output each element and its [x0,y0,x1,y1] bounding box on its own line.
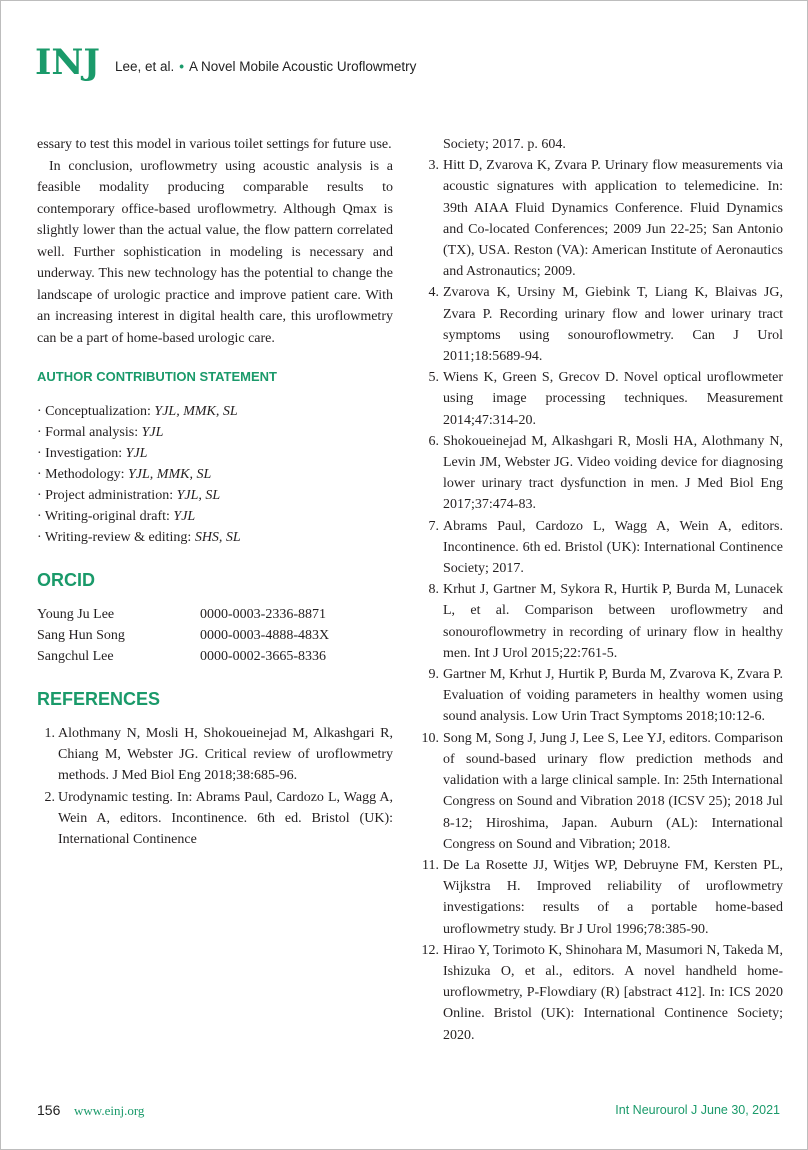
contribution-item [37,506,393,527]
contribution-item [37,401,393,422]
journal-citation: Int Neurourol J June 30, 2021 [615,1103,780,1117]
reference-number: 5. [428,370,439,386]
orcid-id: 0000-0002-3665-8336 [200,649,326,664]
reference-number: 4. [428,285,439,301]
orcid-id: 0000-0003-2336-8871 [200,607,326,622]
orcid-author-name: Sang Hun Song [37,628,125,643]
contribution-label: · Conceptualization: [37,404,155,419]
reference-text: Zvarova K, Ursiny M, Giebink T, Liang K, Blaivas JG, Zvara P. Recording urinary flow and lower urinary tract symptoms using sonouroflowmetry. Can J Urol 2011;18:5689-94. [443,285,783,365]
author-contribution-heading: AUTHOR CONTRIBUTION STATEMENT [37,369,277,384]
right-column [417,134,783,1046]
contribution-names: YJL, SL [176,488,221,503]
orcid-author-name: Young Ju Lee [37,607,115,622]
reference-list-left [37,723,393,850]
author-contribution-list [37,401,393,548]
contribution-names: YJL [125,446,148,461]
reference-number: 1. [44,726,55,741]
reference-item [417,855,783,940]
running-head-separator: • [179,59,185,74]
reference-item [417,155,783,282]
reference-list-right [417,134,783,1046]
reference-item [417,431,783,516]
conclusion-paragraph: In conclusion, uroflowmetry using acoustic analysis is a feasible modality producing comparable results to contemporary office-based uroflowmetry. Although Qmax is slightly lower than the actual value, the flow pattern correlated well. Further sophistication in modeling is necessary and underway. This new technology has the potential to change the landscape of urologic practice and improve patient care. With an increasing interest in digital health care, this uroflowmetry can be a part of home-based urologic care. [37,158,393,346]
reference-item [417,516,783,580]
reference-item [417,664,783,728]
reference-number: 6. [428,433,439,449]
orcid-table [37,604,393,667]
contribution-names: SHS, SL [194,530,241,545]
reference-item [37,723,393,787]
reference-text: Song M, Song J, Jung J, Lee S, Lee YJ, editors. Comparison of sound-based urinary flow prediction methods and validation with a large clinical sample. In: 25th International Congress on Sound and Vibration 2018 (ICSV 25); 2018 Jul 8-12; Hiroshima, Japan. Auburn (AL): International Congress on Sound and Vibration; 2018. [443,730,783,852]
reference-number: 11. [422,857,439,873]
contribution-item [37,485,393,506]
reference-text: Society; 2017. p. 604. [443,137,566,152]
reference-text: Wiens K, Green S, Grecov D. Novel optical uroflowmeter using image processing techniques. Measurement 2014;47:314-20. [443,370,783,428]
reference-text: Urodynamic testing. In: Abrams Paul, Cardozo L, Wagg A, Wein A, editors. Incontinence. 6th ed. Bristol (UK): International Continence [58,789,393,848]
reference-number: 2. [44,789,55,805]
contribution-label: · Writing-review & editing: [37,530,195,545]
body-paragraph-continued: essary to test this model in various toilet settings for future use. [37,137,392,152]
reference-text: De La Rosette JJ, Witjes WP, Debruyne FM, Kersten PL, Wijkstra H. Improved reliability of uroflowmetry investigations: results of a portable home-based uroflowmetry study. Br J Urol 1996;78:385-90. [443,857,783,937]
reference-number: 3. [428,158,439,174]
references-heading: REFERENCES [37,689,161,709]
page-footer [37,1102,780,1120]
left-column [37,134,393,850]
journal-logo: INJ [35,42,100,83]
reference-text: Hirao Y, Torimoto K, Shinohara M, Masumori N, Takeda M, Ishizuka O, et al., editors. A novel handheld home-uroflowmetry, P-Flowdiary (R) [abstract 412]. In: ICS 2020 Online. Bristol (UK): International Continence Society; 2020. [443,942,783,1043]
contribution-label: · Writing-original draft: [37,509,174,524]
contribution-item [37,464,393,485]
reference-text: Gartner M, Krhut J, Hurtik P, Burda M, Zvarova K, Zvara P. Evaluation of voiding parameters in healthy women using sound analysis. Low Urin Tract Symptoms 2018;10:12-6. [443,667,783,725]
orcid-row [37,604,393,625]
reference-text: Alothmany N, Mosli H, Shokoueinejad M, Alkashgari R, Chiang M, Webster JG. Critical review of uroflowmetry methods. J Med Biol Eng 2018;38:685-96. [58,726,393,784]
contribution-names: YJL [141,425,164,440]
contribution-label: · Project administration: [37,488,177,503]
contribution-names: YJL [173,509,196,524]
journal-url-link[interactable]: www.einj.org [74,1103,145,1118]
page-number: 156 [37,1102,61,1118]
running-head-title: A Novel Mobile Acoustic Uroflowmetry [189,59,417,74]
contribution-label: · Formal analysis: [37,425,142,440]
reference-number: 7. [428,518,439,534]
reference-text: Shokoueinejad M, Alkashgari R, Mosli HA, Alothmany N, Levin JM, Webster JG. Video voiding device for diagnosing lower urinary tract dysfunction in men. J Med Biol Eng 2017;37:474-83. [443,433,783,513]
orcid-id: 0000-0003-4888-483X [200,628,330,643]
reference-text: Hitt D, Zvarova K, Zvara P. Urinary flow measurements via acoustic signatures with application to telemedicine. In: 39th AIAA Fluid Dynamics Conference. Fluid Dynamics and Co-located Conferences; 2009 Jun 22-25; San Antonio (TX), USA. Reston (VA): American Institute of Aeronautics and Astronautics; 2009. [443,158,783,280]
reference-number: 8. [428,582,439,598]
contribution-item [37,422,393,443]
orcid-heading: ORCID [37,570,95,590]
contribution-label: · Methodology: [37,467,128,482]
orcid-row [37,646,393,667]
orcid-row [37,625,393,646]
reference-item [417,579,783,664]
reference-item [417,282,783,367]
reference-item-continued [417,134,783,155]
reference-item [417,367,783,431]
reference-number: 10. [421,730,439,746]
running-head-authors: Lee, et al. [115,59,175,74]
reference-text: Krhut J, Gartner M, Sykora R, Hurtik P, Burda M, Lunacek L, et al. Comparison between uroflowmetry and sonouroflowmetry in recording of urinary flow in healthy men. Int J Urol 2015;22:761-5. [443,582,783,661]
contribution-names: YJL, MMK, SL [128,467,212,482]
orcid-author-name: Sangchul Lee [37,649,114,664]
contribution-item [37,443,393,464]
contribution-names: YJL, MMK, SL [154,404,238,419]
reference-text: Abrams Paul, Cardozo L, Wagg A, Wein A, editors. Incontinence. 6th ed. Bristol (UK): International Continence Society; 2017. [443,518,783,577]
running-head [115,59,416,74]
reference-item [37,787,393,851]
reference-number: 12. [421,942,439,958]
reference-number: 9. [428,667,439,683]
reference-item [417,940,783,1046]
contribution-item [37,527,393,548]
contribution-label: · Investigation: [37,446,126,461]
reference-item [417,728,783,855]
